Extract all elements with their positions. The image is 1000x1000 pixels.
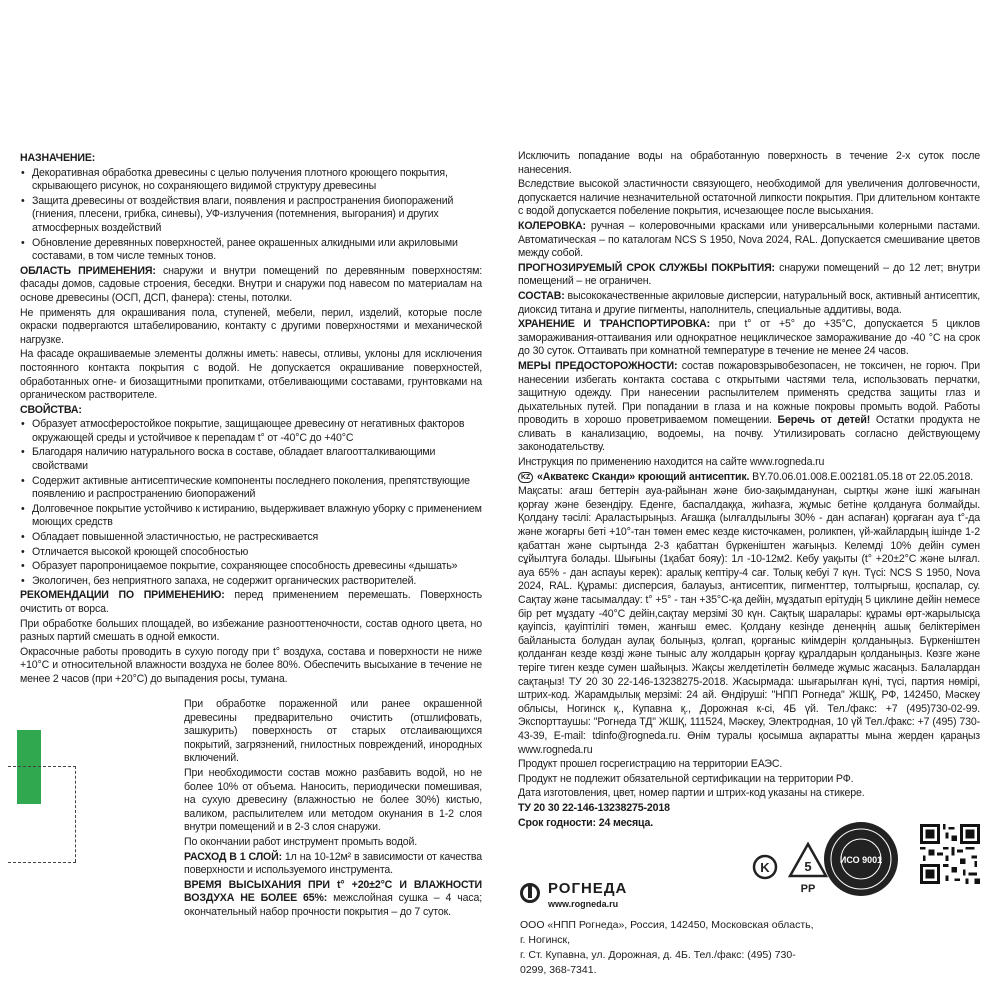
list-item: • Благодаря наличию натурального воска в составе, обладает влагоотталкивающими свойствами <box>20 446 482 473</box>
prep-paragraph: При обработке пораженной или ранее окрашенной древесины предварительно очистить (отшлифовать, зашкурить) поверхность от старых отслаивающихся покрытий, загрязнений, гнилостных повреждений, инородных включений. <box>184 698 482 765</box>
safety-warning: Беречь от детей! <box>777 414 871 427</box>
manufacturer-address <box>520 918 820 978</box>
heading-recommendations: РЕКОМЕНДАЦИИ ПО ПРИМЕНЕНИЮ: <box>20 589 225 602</box>
heading-purpose: НАЗНАЧЕНИЕ: <box>20 152 96 164</box>
consumption-text: 1л на 10-12м² в зависимости от качества поверхности и используемого инструмента. <box>184 850 482 877</box>
kc-mark-icon <box>752 850 778 884</box>
list-item: • Отличается высокой кроющей способностью <box>20 546 482 560</box>
heading-safety: МЕРЫ ПРЕДОСТОРОЖНОСТИ: <box>518 359 678 372</box>
kz-badge: KZ <box>518 472 533 483</box>
registration-note: Продукт прошел госрегистрацию на территории ЕАЭС. <box>518 758 783 771</box>
brand-name: РОГНЕДА <box>548 880 628 897</box>
storage-paragraph <box>518 318 980 359</box>
kc-letter: K <box>760 860 770 875</box>
composition-text: высококачественные акриловые дисперсии, натуральный воск, активный антисептик, диоксид титана и другие пигменты, наполнитель, специальные аддитивы, вода. <box>518 289 980 316</box>
rogneda-logo <box>520 880 628 912</box>
left-lower-column <box>184 698 482 921</box>
iso-text: ИСО 9001 <box>839 855 883 865</box>
recycle-code: PP <box>800 883 816 895</box>
date-note: Дата изготовления, цвет, номер партии и штрих-код указаны на стикере. <box>518 787 865 800</box>
kz-paragraph: Мақсаты: ағаш беттерін ауа-райынан және био-зақымданунан, сыртқы және ішкі жағынан қорғау және безендіру. Еденге, баспалдаққа, жиһазға, жұмыс бетіне қолдануға болмайды. Қолдану тәсілі: Араластырыңыз. Ағашқа (ылғалдылығы 30% - дан аспаған) қорғаған ауа t°-да және жоғарғы беті +10°-тан төмен емес кезде кисточкамен, роликпен, үй-жайлардың ішінде 1-2 қабаттан және сыртында 2-3 қабаттан бүркеніштен жағыңыз. Келемді 10% дейін сумен сұйылтуға болады. Шығыны (1қабат бояу): 1л -10-12м2. Кебу уақыты (t° +20±2°С және ылғал. ауа 65% - дан аспауы керек): аралық кептіру-4 сағ. Толық кебуі 7 күн. Түсі: NCS S 1950, Nova 2024, RAL. Құрамы: дисперсия, балауыз, антисептик, пигменттер, толтырғыш, қоспалар, су. Сақтау және тасымалдау: t° +5° - тан +35°С-қа дейін, мұздатып ерітудің 5 циклине дейін немесе бір рет мұздату -40°С дейін,сақтау мерзімі 30 күн. Сақтық шаралары: құрамы өрт-жарылысқа қауіпсіз, қауіптілігі төмен, жанғыш емес. Қолдану кезінде денеңнің ашық беліктерімен байланыста болудан аулақ болыңыз, қолғап, қорғаныс киімдерін қолданыңыз. Бүркеніштен қолданған кезде көзді және тыныс алу жолдарын қорғау құралдарын қолданыңыз. Көзге және теріге тиген кезде сумен шайыңыз. Жақсы желдетілетін бөлмеде жұмыс жасаңыз. Балалардан сақтаңыз! ТУ 20 30 22-146-13238275-2018. Жасырмада: шығарылған күні, түсі, партия нөмірі, штрих-код. Жарамдылық мерзімі: 24 ай. Өндіруші: "НПП Рогнеда" ЖШҚ, РФ, 142450, Мәскеу облысы, Ногинск қ., Купавна қ., Дорожная к-сі, 4Б үй. Тел./факс: +7 (495)730-02-99. Экспорттаушы: "Рогнеда ТД" ЖШҚ, 111524, Мәскеу, Электродная, 10 үй Тел./факс: +7 (495) 730-43-39, E-mail: tdinfo@rogneda.ru. Өнім туралы қосымша ақпаратты мына жерден қараңыз www.rogneda.ru <box>518 485 980 756</box>
instruction-note: Инструкция по применению находится на сайте www.rogneda.ru <box>518 456 825 469</box>
kz-product-title: «Акватекс Сканди» кроющий антисептик. <box>537 470 750 483</box>
heading-composition: СОСТАВ: <box>518 289 565 302</box>
composition-paragraph <box>518 290 980 317</box>
dashed-cut-line-right <box>75 766 76 862</box>
logo-mark-icon <box>520 883 540 903</box>
heading-scope: ОБЛАСТЬ ПРИМЕНЕНИЯ: <box>20 264 156 277</box>
heading-drying: ВРЕМЯ ВЫСЫХАНИЯ ПРИ t° +20±2°С И ВЛАЖНОСТИ ВОЗДУХА НЕ БОЛЕЕ 65%: <box>184 878 482 905</box>
lifetime-paragraph <box>518 262 980 289</box>
safety-tail: Остатки продукта не сливать в канализацию, водоемы, на почву. Утилизировать согласно действующему законодательству. <box>518 414 980 454</box>
dashed-cut-line-top <box>8 766 76 767</box>
scope-paragraph <box>20 265 482 306</box>
list-item: • Содержит активные антисептические компоненты последнего поколения, препятствующие появлению и распространению биопоражений <box>20 475 482 502</box>
right-column <box>518 150 980 831</box>
consumption-paragraph <box>184 851 482 878</box>
water-paragraph: Исключить попадание воды на обработанную поверхность в течение 2-х суток после нанесения. <box>518 150 980 176</box>
list-item: • Обладает повышенной эластичностью, не растрескивается <box>20 531 482 545</box>
list-item: • Декоративная обработка древесины с целью получения плотного кроющего покрытия, скрывающего рисунок, но сохраняющего видимой структуру древесины <box>20 167 482 194</box>
tu-code: ТУ 20 30 22-146-13238275-2018 <box>518 801 670 814</box>
recommend-weather: Окрасочные работы проводить в сухую погоду при t° воздуха, состава и поверхности не ниже +10°С и относительной влажности воздуха не более 80%. Обеспечить высыхание в течение не менее 2 часов (при +20°С) до выпадения росы, тумана. <box>20 645 482 685</box>
lifetime-text: снаружи помещений – до 12 лет; внутри помещений – не ограничен. <box>518 261 980 288</box>
heading-properties: СВОЙСТВА: <box>20 403 82 416</box>
qr-code[interactable] <box>920 824 980 884</box>
address-line-2: г. Ст. Купавна, ул. Дорожная, д. 4Б. Тел./факс: (495) 730-0299, 368-7341. <box>520 949 796 976</box>
safety-text: состав пожаровзрывобезопасен, не токсичен, не горюч. При нанесении избегать контакта состава с открытыми частями тела, использовать перчатки, защитную одежду. При нанесении распылителем применять средства защиты глаз и дыхательных путей. При попадании в глаза и на кожные покровы промыть водой. Работы проводить в хорошо проветриваемом помещении. <box>518 359 980 427</box>
left-column <box>20 152 482 688</box>
list-item: • Экологичен, без неприятного запаха, не содержит органических растворителей. <box>20 575 482 589</box>
cleanup-paragraph: По окончании работ инструмент промыть водой. <box>184 835 418 848</box>
elasticity-paragraph: Вследствие высокой эластичности связующего, необходимой для увеличения долговечности, допускается наличие незначительной остаточной липкости покрытия. При длительном контакте с водой допускается побеление покрытия, исчезающее после высыхания. <box>518 178 980 218</box>
heading-lifetime: ПРОГНОЗИРУЕМЫЙ СРОК СЛУЖБЫ ПОКРЫТИЯ: <box>518 261 775 274</box>
kz-header <box>518 471 980 485</box>
kz-cert: BY.70.06.01.008.E.002181.05.18 от 22.05.2018. <box>749 470 974 483</box>
properties-list <box>20 418 482 588</box>
address-line-1: ООО «НПП Рогнеда», Россия, 142450, Московская область, г. Ногинск, <box>520 919 814 946</box>
list-item: • Долговечное покрытие устойчиво к истиранию, выдерживает влажную уборку с применением моющих средств <box>20 503 482 530</box>
drying-text: межслойная сушка – 4 часа; окончательный набор прочности покрытия – до 7 суток. <box>184 892 483 918</box>
shelf-life: Срок годности: 24 месяца. <box>518 816 654 829</box>
recommend-mixing: При обработке больших площадей, во избежание разнооттеночности, состав одного цвета, но разных партий смешать в одной емкости. <box>20 617 482 644</box>
dashed-cut-line-bottom <box>8 862 76 863</box>
recommend-text: перед применением перемешать. Поверхность очистить от ворса. <box>20 589 482 615</box>
dilution-paragraph: При необходимости состав можно разбавить водой, но не более 10% от объема. Наносить, периодически помешивая, на сухую древесину (влажностью не более 30%) кистью, валиком, распылителем или методом окунания в 1-2 слоя внутри помещений и в 2-3 слоя снаружи. <box>184 766 482 834</box>
scope-facade: На фасаде окрашиваемые элементы должны иметь: навесы, отливы, уклоны для исключения постоянного контакта покрытия с водой. Не допускается окрашивание поверхностей, обработанных огне- и биозащитными пропитками, отбеливающими составами, грунтовками на органическом растворителе. <box>20 348 482 402</box>
scope-restriction: Не применять для окрашивания пола, ступеней, мебели, перил, изделий, которые после окраски подвергаются штабелированию, контакту с другими поверхностями и механической нагрузке. <box>20 306 482 346</box>
green-color-tab <box>17 730 41 804</box>
brand-url: www.rogneda.ru <box>548 899 619 909</box>
list-item: • Защита древесины от воздействия влаги, появления и распространения биопоражений (гниения, плесени, грибка, синевы), УФ-излучения (потемнения, выгорания) и других атмосферных воздействий <box>20 195 482 236</box>
tinting-text: ручная – колеровочными красками или универсальными колерными пастами. Автоматическая – по каталогам NCS S 1950, Nova 2024, RAL. Допускается смешивание цветов между собой. <box>518 219 980 260</box>
heading-storage: ХРАНЕНИЕ И ТРАНСПОРТИРОВКА: <box>518 318 711 331</box>
list-item: • Образует атмосферостойкое покрытие, защищающее древесину от негативных факторов окружающей среды и устойчивое к перепадам t° от -40°С до +40°С <box>20 418 482 445</box>
list-item: • Образует паропроницаемое покрытие, сохраняющее способность древесины «дышать» <box>20 560 482 574</box>
scope-text: снаружи и внутри помещений по деревянным поверхностям: фасады домов, садовые строения, беседки. Внутри и снаружи под навесом по материалам на основе древесины (ОСП, ДСП, фанера): стены, потолки. <box>20 264 482 304</box>
no-cert-note: Продукт не подлежит обязательной сертификации на территории РФ. <box>518 772 854 785</box>
storage-text: при t° от +5° до +35°С, допускается 5 циклов замораживания-оттаивания или однократное нециклическое замораживание до -40 °С на срок до 30 суток. Оттаивать при комнатной температуре в течение не менее 24 часов. <box>518 318 980 358</box>
heading-consumption: РАСХОД В 1 СЛОЙ: <box>184 850 282 863</box>
safety-paragraph <box>518 360 980 455</box>
heading-tinting: КОЛЕРОВКА: <box>518 219 586 232</box>
list-item: • Обновление деревянных поверхностей, ранее окрашенных алкидными или акриловыми составами, в том числе темных тонов. <box>20 237 482 264</box>
recommend-paragraph <box>20 589 482 616</box>
recycle-number: 5 <box>804 859 812 874</box>
tinting-paragraph <box>518 220 980 261</box>
purpose-list <box>20 167 482 264</box>
iso-seal-icon <box>822 820 900 898</box>
drying-paragraph <box>184 879 482 920</box>
